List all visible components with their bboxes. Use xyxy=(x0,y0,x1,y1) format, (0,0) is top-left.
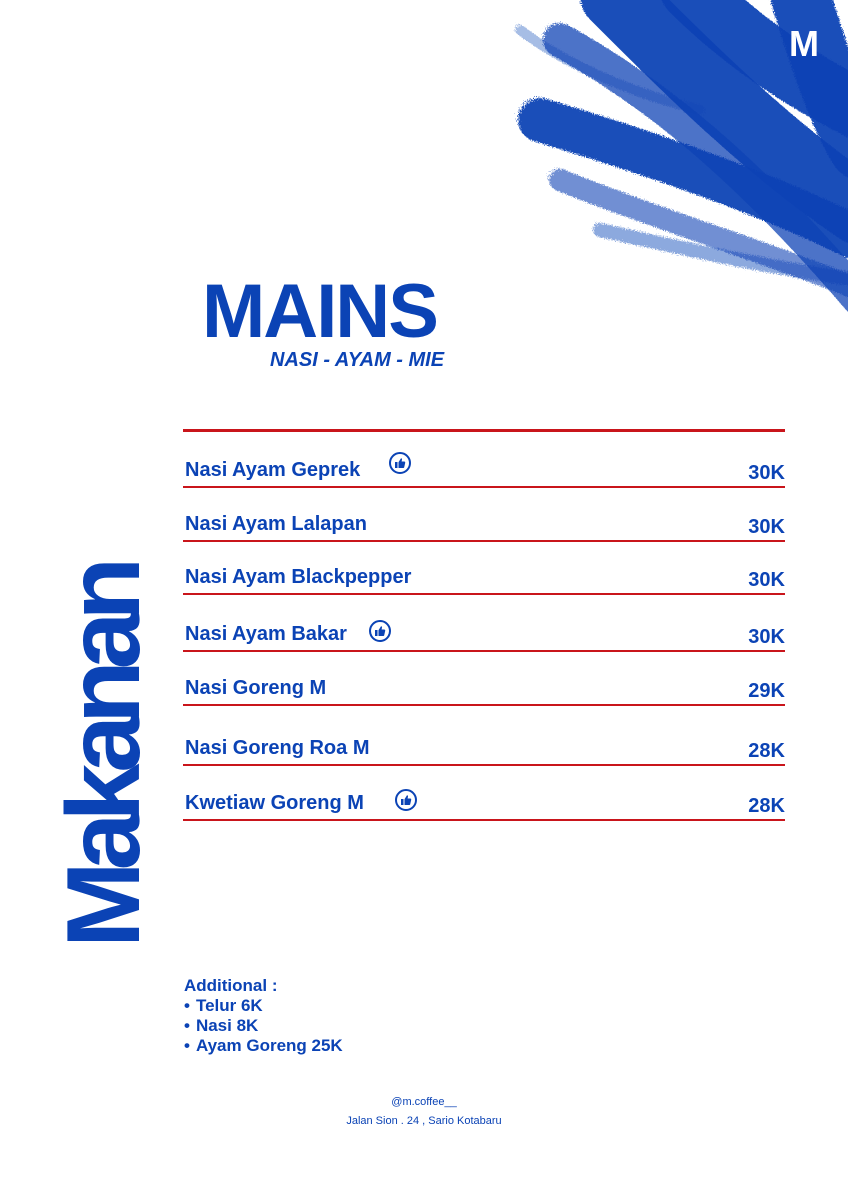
menu-row xyxy=(183,666,785,706)
brand-logo: M xyxy=(789,23,819,64)
additional-item: Telur 6K xyxy=(195,996,263,1015)
menu-item-name: Nasi Goreng M xyxy=(185,677,327,699)
menu-item-name: Nasi Ayam Geprek xyxy=(185,459,361,481)
additional-item: Nasi 8K xyxy=(195,1016,259,1035)
vertical-side-label: Makanan xyxy=(46,565,162,948)
page-subtitle: NASI - AYAM - MIE xyxy=(270,349,445,371)
list-item xyxy=(184,1016,343,1036)
menu-item-price: 30K xyxy=(748,626,785,648)
thumbs-up-icon xyxy=(395,789,417,811)
menu-item-name: Nasi Ayam Blackpepper xyxy=(185,566,412,588)
menu-row xyxy=(183,726,785,766)
menu-item-price: 28K xyxy=(748,795,785,817)
menu-item-price: 30K xyxy=(748,569,785,591)
menu-item-name: Nasi Ayam Bakar xyxy=(185,623,347,645)
menu-item-price: 28K xyxy=(748,740,785,762)
additional-heading: Additional : xyxy=(184,976,278,995)
footer-address: Jalan Sion . 24 , Sario Kotabaru xyxy=(346,1115,502,1127)
menu-item-price: 30K xyxy=(748,516,785,538)
row-divider xyxy=(183,540,785,542)
thumbs-up-icon xyxy=(389,452,411,474)
additional-list xyxy=(184,996,343,1056)
additional-section xyxy=(184,976,343,1056)
menu-top-divider xyxy=(183,429,785,432)
menu-item-price: 30K xyxy=(748,462,785,484)
thumbs-up-icon xyxy=(369,620,391,642)
menu-item-price: 29K xyxy=(748,680,785,702)
row-divider xyxy=(183,704,785,706)
row-divider xyxy=(183,650,785,652)
menu-row xyxy=(183,612,785,652)
menu-row xyxy=(183,448,785,488)
menu-row xyxy=(183,555,785,595)
row-divider xyxy=(183,593,785,595)
menu-item-name: Nasi Goreng Roa M xyxy=(185,737,370,759)
menu-item-name: Kwetiaw Goreng M xyxy=(185,792,364,814)
row-divider xyxy=(183,764,785,766)
additional-item: Ayam Goreng 25K xyxy=(195,1036,343,1055)
instagram-handle: @m.coffee__ xyxy=(391,1096,457,1108)
page-title: MAINS xyxy=(202,269,437,354)
menu-item-name: Nasi Ayam Lalapan xyxy=(185,513,367,535)
menu-row xyxy=(183,781,785,821)
list-item xyxy=(184,1036,343,1056)
row-divider xyxy=(183,819,785,821)
row-divider xyxy=(183,486,785,488)
menu-row xyxy=(183,502,785,542)
list-item xyxy=(184,996,343,1016)
